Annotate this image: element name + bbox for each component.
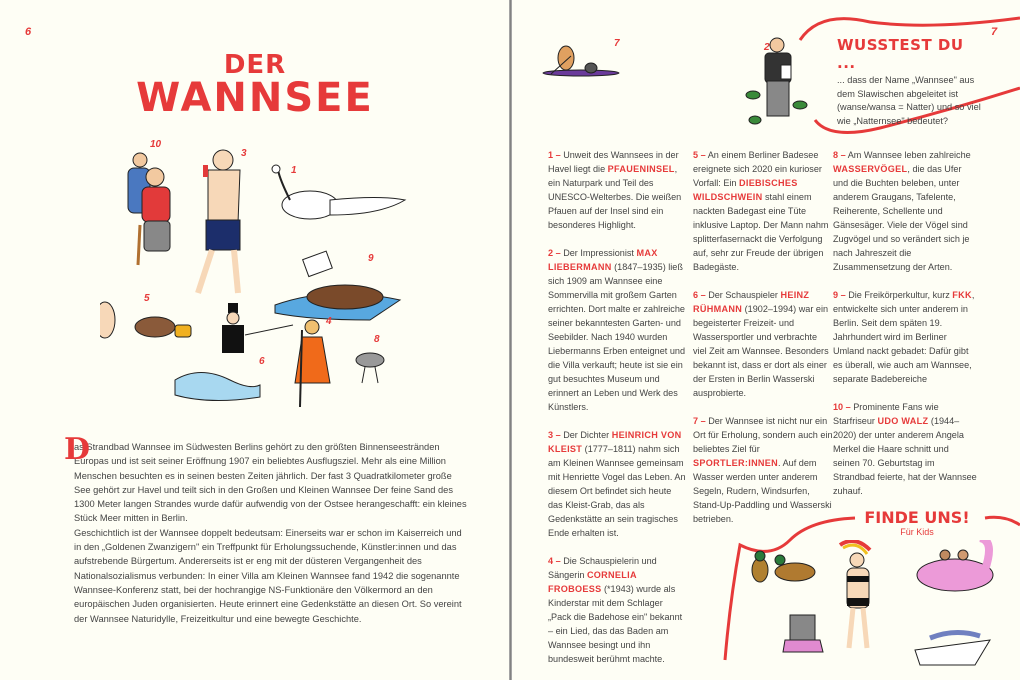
flamingo-float-illustration <box>917 540 993 591</box>
entry-text: Am Wannsee leben zahlreiche <box>847 150 971 160</box>
entries-column-3 <box>833 148 978 512</box>
entry-text: (*1943) wurde als Kinderstar mit dem Schlager „Pack die Badehose ein" bekannt – ein Lied, das das Baden am Wannsee besingt und ihn bundesweit berühmt machte. <box>548 584 683 664</box>
entries-column-2 <box>693 148 833 540</box>
find-us-subtitle: Für Kids <box>900 527 934 537</box>
entry-highlight: CORNELIA FROBOESS <box>548 570 637 594</box>
wildboar-illustration <box>100 302 191 338</box>
entry-text: Unweit des Wannsees in der Havel liegt die <box>548 150 679 174</box>
rainbow-punk-illustration <box>840 541 870 648</box>
entry-highlight: SPORTLER:INNEN <box>693 458 779 468</box>
entries-column-1 <box>548 148 688 680</box>
entry-highlight: PFAUENINSEL <box>607 164 675 174</box>
ruehmann-illustration <box>175 303 293 401</box>
entry-number: 10 – <box>833 402 851 412</box>
entry-highlight: DIEBISCHES WILDSCHWEIN <box>693 178 798 202</box>
entry-number: 1 – <box>548 150 561 160</box>
label-6: 6 <box>259 356 265 367</box>
entry-number: 6 – <box>693 290 706 300</box>
hairdresser-illustration <box>128 153 170 265</box>
entry-highlight: UDO WALZ <box>877 416 929 426</box>
did-you-know-title: WUSSTEST DU ... <box>837 36 964 72</box>
label-9: 9 <box>368 253 374 264</box>
entry-3 <box>548 428 688 540</box>
froboess-illustration <box>295 320 330 407</box>
waterbird-illustration <box>356 353 384 383</box>
entry-number: 9 – <box>833 290 846 300</box>
entry-10 <box>833 400 978 498</box>
find-us-illustrations <box>745 540 1015 670</box>
label-2: 2 <box>764 42 770 53</box>
fkk-illustration <box>275 251 400 320</box>
label-7: 7 <box>614 38 620 49</box>
entry-text: Die Schauspielerin und Sängerin <box>548 556 657 580</box>
did-you-know-box <box>837 36 987 128</box>
entry-text: , ein Naturpark und Teil des UNESCO-Welterbes. Die weißen Pfauen auf der Insel sind ein besonderes Highlight. <box>548 164 682 230</box>
label-3: 3 <box>241 148 247 159</box>
ducks-illustration <box>752 551 815 582</box>
entry-6 <box>693 288 833 400</box>
label-1: 1 <box>291 165 297 176</box>
entry-text: An einem Berliner Badesee ereignete sich 2020 ein kurioser Vorfall: Ein <box>693 150 822 188</box>
label-4: 4 <box>326 316 332 327</box>
entry-1 <box>548 148 688 232</box>
entry-text: , entwickelte sich unter anderem in Berlin. Seit dem späten 19. Jahrhundert wird im Berliner Umland nackt gebadet: Dafür gibt es überall, wie auch am Wannsee, separate Badebereiche <box>833 290 975 384</box>
title-line-1: DER <box>223 50 287 80</box>
entry-5 <box>693 148 833 274</box>
entry-highlight: MAX LIEBERMANN <box>548 248 658 272</box>
raccoon-illustration <box>783 615 823 652</box>
entry-number: 2 – <box>548 248 561 258</box>
entry-text: stahl einem nackten Badegast eine Tüte inklusive Laptop. Der Mann nahm splitterfasernackt die Verfolgung auf, sehr zur Freude der übrigen Badegäste. <box>693 192 829 272</box>
entry-text: Der Schauspieler <box>708 290 781 300</box>
page-number-left: 6 <box>25 26 32 38</box>
intro-paragraph-1: as Strandbad Wannsee im Südwesten Berlins gehört zu den größten Binnenseestränden Europas und ist seit seiner Eröffnung 1907 ein beliebtes Ausflugsziel. Mehr als eine Million Menschen besuchten es in seinen besten Zeiten jährlich. Der fast 3 Quadratkilometer große See gehört zur Havel und teilt sich in den Großen und Kleinen Wannsee Der feine Sand des 1300 Meter langen Strandes wurde dafür aufwendig von der Ostsee herangeschafft: ein kleines Stück Meer mitten in Berlin. <box>74 442 467 524</box>
entry-text: Der Impressionist <box>563 248 637 258</box>
entry-text: (1944–2020) der unter anderem Angela Merkel die Haare schnitt und seinen 70. Geburtstag im Strandbad feierte, hat der Wannsee zuhauf. <box>833 416 977 496</box>
entry-number: 4 – <box>548 556 561 566</box>
find-us-title: FINDE UNS! <box>864 508 970 527</box>
entry-number: 5 – <box>693 150 706 160</box>
entry-highlight: FKK <box>952 290 972 300</box>
entry-text: Der Wannsee ist nicht nur ein Ort für Erholung, sondern auch ein beliebtes Ziel für <box>693 416 833 454</box>
entry-highlight: WASSERVÖGEL <box>833 164 908 174</box>
entry-text: Die Freikörperkultur, kurz <box>848 290 953 300</box>
entry-highlight: HEINRICH VON KLEIST <box>548 430 682 454</box>
entry-text: , die das Ufer und die Buchten beleben, unter anderem Graugans, Tafelente, Reiherente, Schellente und Gänsesäger. Viele der Vögel sind Zugvögel und so verändert sich je nach Jahreszeit die Zusammensetzung der Arten. <box>833 164 970 272</box>
entry-highlight: HEINZ RÜHMANN <box>693 290 810 314</box>
entry-number: 3 – <box>548 430 561 440</box>
paddleboard-illustration <box>536 38 626 78</box>
did-you-know-text: ... dass der Name „Wannsee" aus dem Slawischen abgeleitet ist (wanse/wansa = Natter) und so viel wie „Natternsee" bedeutet? <box>837 75 981 126</box>
label-8: 8 <box>374 334 380 345</box>
entry-9 <box>833 288 978 386</box>
motorboat-illustration <box>915 632 990 665</box>
entry-text: Der Dichter <box>563 430 612 440</box>
title-line-2: WANNSEE <box>136 75 374 121</box>
entry-2 <box>548 246 688 414</box>
liebermann-illustration <box>745 35 810 135</box>
entry-7 <box>693 414 833 526</box>
entry-text: (1902–1994) war ein begeisterter Freizeit- und Wassersportler und verbrachte viel Zeit am Wannsee. Besonders bekannt ist, dass er dort als einer der Ersten in Berlin Wasserski ausprobierte. <box>693 304 829 398</box>
entry-number: 8 – <box>833 150 846 160</box>
page-number-right: 7 <box>991 26 998 38</box>
entry-text: (1777–1811) nahm sich am Kleinen Wannsee gemeinsam mit Henriette Vogel das Leben. An diesem Ort befindet sich heute das Kleist-Grab, das als Gedenkstätte an sein tragisches Ende erhalten ist. <box>548 444 686 538</box>
entry-text: . Auf dem Wasser werden unter anderem Segeln, Rudern, Windsurfen, Stand-Up-Paddling und Wasserski betrieben. <box>693 458 832 524</box>
find-us-box <box>862 508 972 537</box>
wannsee-illustration-cluster <box>100 135 420 415</box>
entry-number: 7 – <box>693 416 706 426</box>
entry-text: (1847–1935) ließ sich 1909 am Wannsee eine Sommervilla mit großem Garten errichten. Dort malte er zahlreiche seiner bekanntesten Garten- und Seebilder. Nach 1940 wurden Liebermanns Erben enteignet und die Villa verkauft; heute ist sie ein gut besuchtes Museum und erinnert an Leben und Werk des Künstlers. <box>548 262 686 412</box>
entry-8 <box>833 148 978 274</box>
dropcap: D <box>64 432 91 467</box>
entry-4 <box>548 554 688 666</box>
intro-paragraph-2: Geschichtlich ist der Wannsee doppelt bedeutsam: Einerseits war er schon im Kaiserreich und in den „Goldenen Zwanzigern" ein Treffpunkt für Erholungssuchende, Künstler:innen und das aufstrebende Bürgertum. Andererseits ist er eng mit der düsteren Vergangenheit des Nationalsozialismus verbunden: In einer Villa am Kleinen Wannsee fand 1942 die sogenannte Wannsee-Konferenz statt, bei der hochrangige NS-Funktionäre den Völkermord an den europäischen Juden organisierten. Heute erinnert eine Gedenkstätte an diesen Ort. So vereint der Wannsee Naturidylle, Freizeitkultur und eine bewegte Geschichte. <box>74 527 462 624</box>
entry-text: Prominente Fans wie Starfriseur <box>833 402 939 426</box>
label-5: 5 <box>144 293 150 304</box>
intro-text <box>64 432 469 626</box>
kleist-illustration <box>198 150 240 293</box>
label-10: 10 <box>150 139 162 150</box>
